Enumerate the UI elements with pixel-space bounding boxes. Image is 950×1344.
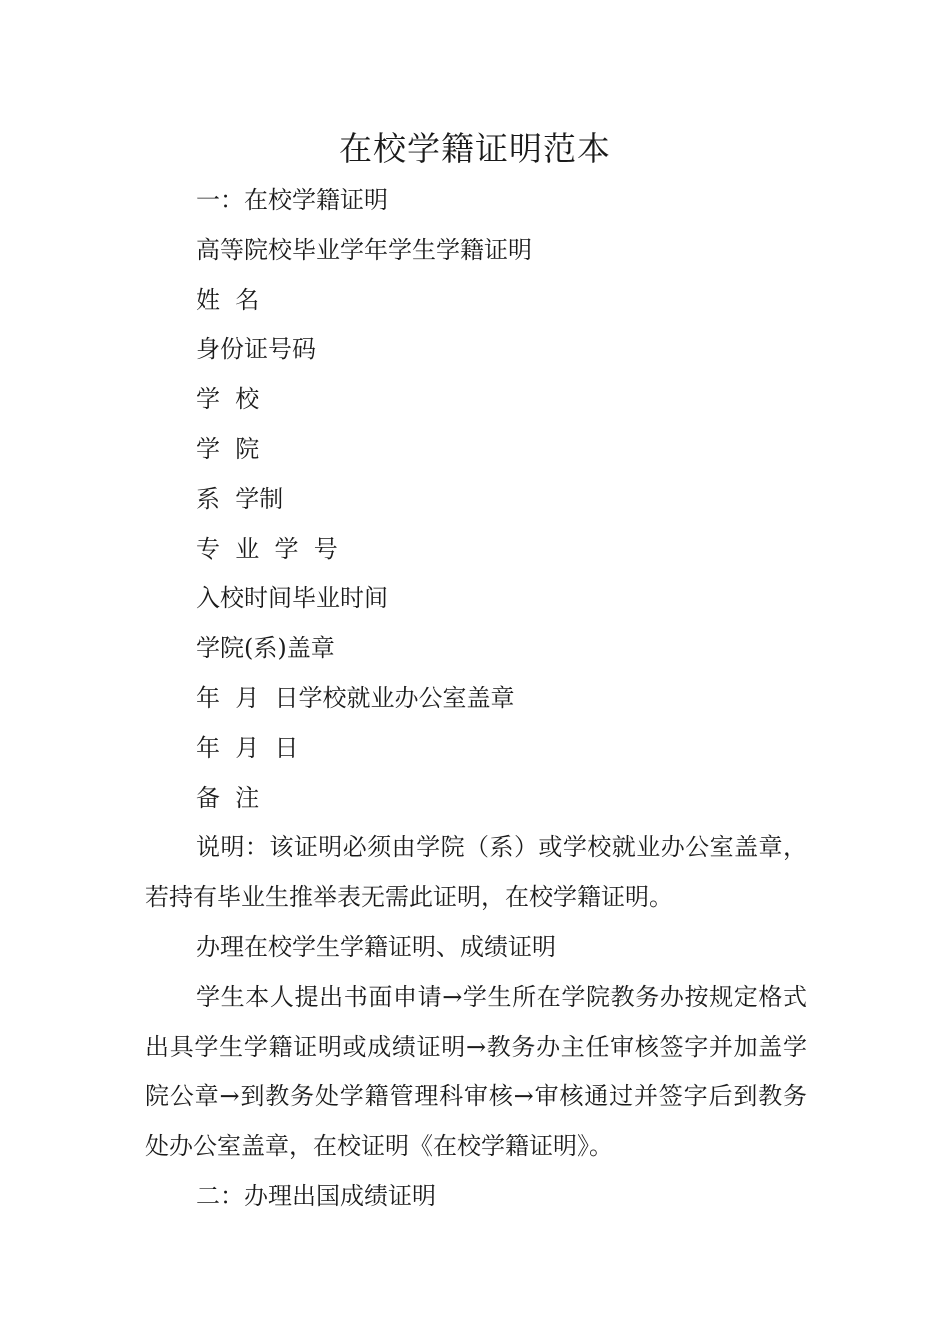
field-id-number: 身份证号码 xyxy=(196,335,316,364)
field-name: 姓 名 xyxy=(196,285,260,314)
certificate-heading: 高等院校毕业学年学生学籍证明 xyxy=(196,235,532,264)
field-date: 年 月 日 xyxy=(196,733,299,762)
field-school: 学 校 xyxy=(196,385,260,414)
procedure-heading: 办理在校学生学籍证明、成绩证明 xyxy=(196,932,556,961)
field-date-employment-seal: 年 月 日学校就业办公室盖章 xyxy=(196,683,515,712)
field-major-student-number: 专 业 学 号 xyxy=(196,534,338,563)
section-two-heading: 二：办理出国成绩证明 xyxy=(196,1181,436,1210)
field-department-duration: 系 学制 xyxy=(196,484,284,513)
document-body xyxy=(145,176,807,1222)
document-title: 在校学籍证明范本 xyxy=(339,129,611,168)
section-one-heading: 一：在校学籍证明 xyxy=(196,186,388,214)
note-paragraph: 说明：该证明必须由学院（系）或学校就业办公室盖章，若持有毕业生推举表无需此证明，在校学籍证明。 xyxy=(145,833,807,912)
field-college-seal: 学院(系)盖章 xyxy=(196,634,335,663)
field-college: 学 院 xyxy=(196,434,260,463)
field-remarks: 备 注 xyxy=(196,783,260,812)
procedure-paragraph: 学生本人提出书面申请→学生所在学院教务办按规定格式出具学生学籍证明或成绩证明→教务办主任审核签字并加盖学院公章→到教务处学籍管理科审核→审核通过并签字后到教务处办公室盖章，在校证明《在校学籍证明》。 xyxy=(145,982,807,1161)
field-enrollment-graduation: 入校时间毕业时间 xyxy=(196,584,388,613)
